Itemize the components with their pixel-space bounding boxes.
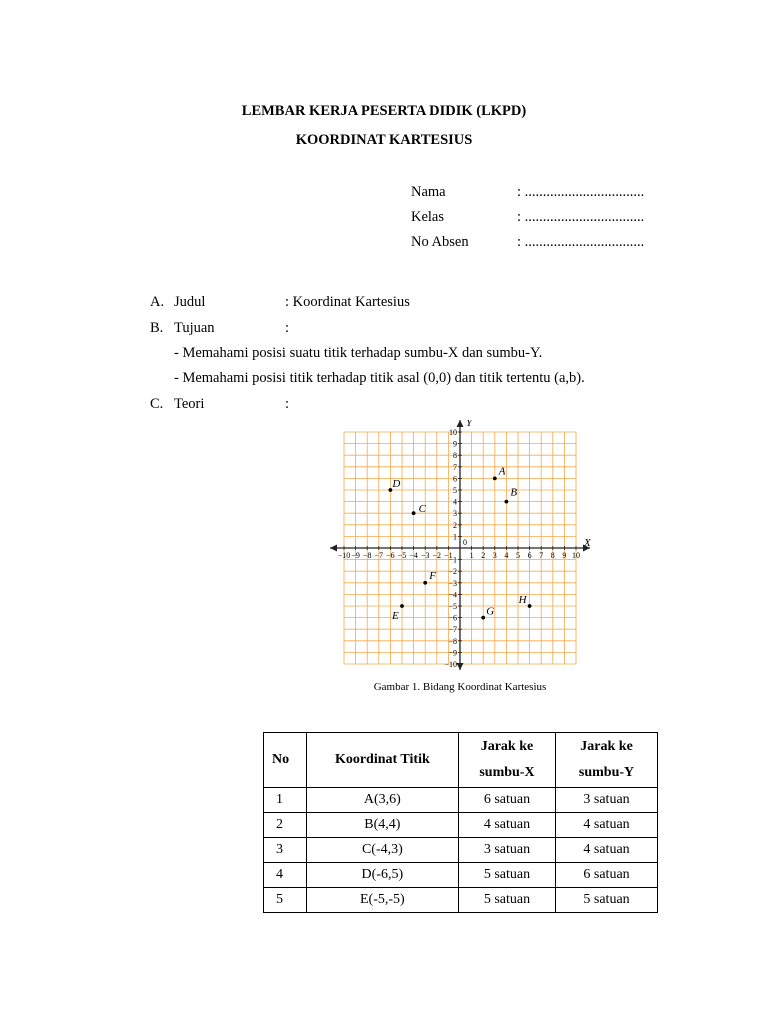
cell-jarak-y: 6 satuan	[556, 863, 658, 888]
y-tick-label: 9	[453, 439, 457, 449]
cell-jarak-y: 3 satuan	[556, 788, 658, 813]
y-tick-label: −4	[448, 590, 457, 600]
x-tick-label: 5	[516, 551, 520, 560]
cell-no: 2	[264, 813, 307, 838]
header-jarak-y-text: Jarak ke sumbu-Y	[578, 739, 635, 780]
y-tick-label: −10	[444, 660, 457, 669]
y-tick-label: −7	[448, 625, 457, 635]
x-tick-label: −9	[351, 551, 360, 560]
x-tick-label: −1	[444, 551, 453, 560]
table-body	[264, 788, 658, 913]
section-a-letter: A.	[150, 294, 165, 310]
x-tick-label: 7	[539, 551, 544, 560]
point-a-label: A	[498, 465, 506, 478]
absen-label: No Absen	[411, 234, 469, 250]
point-b-marker	[505, 500, 509, 504]
cell-no: 4	[264, 863, 307, 888]
point-h-marker	[528, 604, 532, 608]
table-header-row	[264, 733, 658, 788]
y-tick-label: −6	[448, 613, 457, 623]
y-tick-label: −5	[448, 602, 457, 611]
y-tick-label: −9	[448, 648, 457, 658]
cell-no: 3	[264, 838, 307, 863]
table-row	[264, 838, 658, 863]
point-a-marker	[493, 477, 497, 481]
x-tick-label: 4	[504, 551, 509, 560]
y-axis-arrow-up	[457, 420, 464, 427]
figure-caption: Gambar 1. Bidang Koordinat Kartesius	[373, 681, 547, 693]
absen-field[interactable]: : .................................	[517, 234, 645, 250]
section-b-name: Tujuan	[174, 320, 215, 336]
cell-jarak-x: 5 satuan	[458, 863, 555, 888]
table-row	[264, 888, 658, 913]
objective-1: - Memahami posisi suatu titik terhadap sumbu-X dan sumbu-Y.	[174, 345, 543, 361]
header-jarak-y	[556, 733, 658, 788]
x-axis-arrow-left	[330, 545, 337, 552]
point-g-marker	[481, 616, 485, 620]
class-field[interactable]: : .................................	[517, 209, 645, 225]
section-c-colon: :	[285, 396, 290, 412]
header-jarak-x	[458, 733, 555, 788]
name-field[interactable]: : .................................	[517, 184, 645, 200]
section-a-name: Judul	[174, 294, 206, 310]
cell-koordinat: A(3,6)	[306, 788, 458, 813]
header-no: No	[264, 733, 307, 788]
x-tick-label: 1	[469, 551, 474, 560]
x-tick-label: −6	[386, 551, 395, 560]
name-label: Nama	[411, 184, 446, 200]
x-tick-label: 9	[562, 551, 567, 560]
class-label: Kelas	[411, 209, 445, 225]
x-tick-label: −4	[409, 551, 418, 560]
cell-jarak-y: 4 satuan	[556, 813, 658, 838]
header-koordinat: Koordinat Titik	[306, 733, 458, 788]
y-tick-label: −3	[448, 578, 457, 588]
coordinates-table	[263, 732, 658, 913]
y-axis-label: Y	[466, 420, 473, 429]
origin-label: 0	[463, 538, 467, 547]
cell-koordinat: B(4,4)	[306, 813, 458, 838]
x-tick-label: −2	[432, 551, 442, 560]
point-g-label: G	[486, 605, 495, 618]
section-c-letter: C.	[150, 396, 164, 412]
y-tick-label: 7	[453, 462, 457, 472]
x-tick-label: −7	[374, 551, 384, 560]
x-tick-label: −5	[397, 551, 407, 560]
point-e-label: E	[392, 610, 399, 622]
x-tick-label: −8	[362, 551, 372, 560]
cell-jarak-x: 6 satuan	[458, 788, 555, 813]
table-row	[264, 788, 658, 813]
table-row	[264, 863, 658, 888]
point-b-label: B	[510, 486, 518, 499]
y-tick-label: −1	[448, 555, 457, 565]
cell-jarak-x: 4 satuan	[458, 813, 555, 838]
objective-2: - Memahami posisi titik terhadap titik asal (0,0) dan titik tertentu (a,b).	[174, 370, 585, 386]
x-tick-label: −10	[337, 551, 351, 560]
cartesian-plane-chart	[316, 420, 606, 670]
y-tick-label: 6	[453, 474, 457, 484]
section-a-value: : Koordinat Kartesius	[285, 294, 410, 310]
x-axis-label: X	[584, 537, 591, 549]
point-f-label: F	[429, 569, 436, 582]
point-f-marker	[423, 581, 427, 585]
cell-jarak-y: 5 satuan	[556, 888, 658, 913]
header-jarak-x-text: Jarak ke sumbu-X	[479, 739, 535, 780]
y-tick-label: 4	[453, 497, 457, 507]
y-tick-label: 3	[453, 509, 457, 519]
y-tick-label: 2	[453, 520, 457, 530]
cell-koordinat: D(-6,5)	[306, 863, 458, 888]
cell-koordinat: E(-5,-5)	[306, 888, 458, 913]
cell-jarak-x: 3 satuan	[458, 838, 555, 863]
point-e-marker	[400, 604, 404, 608]
cell-jarak-y: 4 satuan	[556, 838, 658, 863]
point-c-marker	[412, 511, 416, 515]
x-tick-label: −3	[420, 551, 430, 560]
y-tick-label: 10	[449, 428, 457, 437]
y-tick-label: −2	[448, 567, 457, 577]
point-h-label: H	[518, 594, 527, 606]
cell-jarak-x: 5 satuan	[458, 888, 555, 913]
y-tick-label: 1	[453, 532, 457, 542]
cell-koordinat: C(-4,3)	[306, 838, 458, 863]
x-tick-label: 10	[572, 551, 580, 560]
x-tick-label: 6	[527, 551, 532, 560]
section-b-colon: :	[285, 320, 290, 336]
x-tick-label: 8	[550, 551, 555, 560]
y-tick-label: −8	[448, 636, 457, 646]
x-tick-label: 3	[492, 551, 497, 560]
table-row	[264, 813, 658, 838]
cell-no: 5	[264, 888, 307, 913]
point-d-label: D	[392, 478, 401, 490]
x-tick-label: 2	[481, 551, 486, 560]
worksheet-title: LEMBAR KERJA PESERTA DIDIK (LKPD)	[241, 103, 527, 119]
section-b-letter: B.	[150, 320, 164, 336]
worksheet-subtitle: KOORDINAT KARTESIUS	[295, 132, 473, 148]
y-tick-label: 8	[453, 451, 457, 461]
section-c-name: Teori	[174, 396, 205, 412]
cell-no: 1	[264, 788, 307, 813]
y-tick-label: 5	[453, 486, 457, 495]
point-c-label: C	[418, 503, 426, 516]
